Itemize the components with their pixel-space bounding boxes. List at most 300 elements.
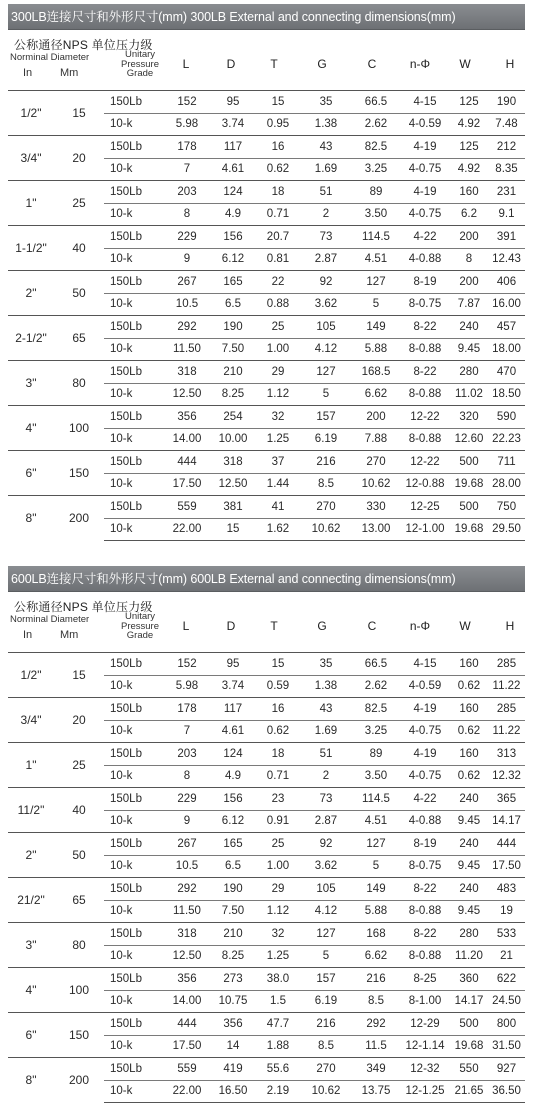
value-cell: 203 [164,181,210,204]
value-cell: 4-22 [400,788,450,811]
table-row [8,91,525,114]
value-cell: 127 [352,833,400,856]
value-cell: 11.5 [352,1035,400,1058]
value-cell: 7.50 [210,900,256,923]
value-cell: 43 [300,136,352,159]
grade-cell: 10-k [104,518,164,541]
value-cell: 12-25 [400,496,450,519]
size-mm-cell: 65 [54,878,104,923]
value-cell: 18.50 [488,383,525,406]
value-cell: 124 [210,181,256,204]
value-cell: 28.00 [488,473,525,496]
value-cell: 2.62 [352,113,400,136]
grade-cell: 10-k [104,1035,164,1058]
value-cell: 8.5 [300,473,352,496]
value-cell: 4-0.59 [400,675,450,698]
value-cell: 8-0.88 [400,338,450,361]
value-cell: 622 [488,968,525,991]
value-cell: 231 [488,181,525,204]
value-cell: 4-15 [400,653,450,676]
value-cell: 292 [352,1013,400,1036]
grade-cell: 10-k [104,900,164,923]
value-cell: 240 [450,788,488,811]
value-cell: 8.5 [300,1035,352,1058]
grade-cell: 150Lb [104,361,164,384]
value-cell: 24.50 [488,990,525,1013]
grade-cell: 150Lb [104,923,164,946]
value-cell: 0.71 [256,765,300,788]
value-cell: 444 [164,451,210,474]
value-cell: 318 [164,923,210,946]
value-cell: 1.00 [256,855,300,878]
header-unitary-pressure-grade [112,50,168,79]
value-cell: 12-22 [400,451,450,474]
value-cell: 9.45 [450,855,488,878]
value-cell: 20.7 [256,226,300,249]
value-cell: 105 [300,316,352,339]
value-cell: 6.12 [210,810,256,833]
value-cell: 6.5 [210,855,256,878]
col-header-h: H [505,57,515,71]
grade-cell: 10-k [104,113,164,136]
header-nominal-diameter: Norminal Diameter [10,614,90,625]
value-cell: 356 [164,406,210,429]
value-cell: 8.25 [210,383,256,406]
value-cell: 17.50 [164,473,210,496]
value-cell: 7.88 [352,428,400,451]
value-cell: 406 [488,271,525,294]
grade-cell: 10-k [104,675,164,698]
size-mm-cell: 25 [54,743,104,788]
value-cell: 66.5 [352,91,400,114]
value-cell: 8-19 [400,833,450,856]
value-cell: 19.68 [450,518,488,541]
value-cell: 1.38 [300,675,352,698]
value-cell: 216 [300,451,352,474]
value-cell: 533 [488,923,525,946]
size-in-cell: 1/2" [8,653,54,698]
size-in-cell: 2-1/2" [8,316,54,361]
value-cell: 127 [300,923,352,946]
value-cell: 270 [300,496,352,519]
grade-cell: 150Lb [104,496,164,519]
value-cell: 4-0.75 [400,765,450,788]
value-cell: 200 [450,271,488,294]
grade-cell: 150Lb [104,181,164,204]
value-cell: 470 [488,361,525,384]
table-row [8,878,525,901]
value-cell: 165 [210,271,256,294]
value-cell: 125 [450,136,488,159]
value-cell: 55.6 [256,1058,300,1081]
value-cell: 152 [164,653,210,676]
value-cell: 92 [300,833,352,856]
value-cell: 240 [450,878,488,901]
value-cell: 711 [488,451,525,474]
value-cell: 280 [450,361,488,384]
value-cell: 25 [256,316,300,339]
value-cell: 5.98 [164,113,210,136]
value-cell: 254 [210,406,256,429]
value-cell: 2.87 [300,810,352,833]
value-cell: 156 [210,226,256,249]
value-cell: 2 [300,203,352,226]
value-cell: 10.62 [300,1080,352,1103]
value-cell: 1.25 [256,428,300,451]
value-cell: 750 [488,496,525,519]
value-cell: 6.2 [450,203,488,226]
value-cell: 9.45 [450,810,488,833]
value-cell: 3.74 [210,113,256,136]
value-cell: 3.50 [352,203,400,226]
value-cell: 6.19 [300,428,352,451]
value-cell: 124 [210,743,256,766]
value-cell: 4-0.88 [400,810,450,833]
value-cell: 17.50 [164,1035,210,1058]
col-header-c: C [367,619,377,633]
value-cell: 2.87 [300,248,352,271]
value-cell: 4.9 [210,203,256,226]
value-cell: 89 [352,743,400,766]
value-cell: 6.5 [210,293,256,316]
value-cell: 0.62 [450,765,488,788]
value-cell: 4.9 [210,765,256,788]
value-cell: 500 [450,496,488,519]
value-cell: 3.50 [352,765,400,788]
table-row [8,271,525,294]
value-cell: 444 [488,833,525,856]
value-cell: 18 [256,743,300,766]
value-cell: 190 [210,316,256,339]
value-cell: 280 [450,923,488,946]
size-mm-cell: 200 [54,1058,104,1103]
value-cell: 19.68 [450,473,488,496]
value-cell: 7 [164,720,210,743]
size-in-cell: 2" [8,833,54,878]
value-cell: 292 [164,878,210,901]
value-cell: 17.50 [488,855,525,878]
value-cell: 292 [164,316,210,339]
value-cell: 38.0 [256,968,300,991]
value-cell: 21 [488,945,525,968]
grade-cell: 150Lb [104,226,164,249]
value-cell: 92 [300,271,352,294]
value-cell: 36.50 [488,1080,525,1103]
value-cell: 9 [164,810,210,833]
size-mm-cell: 65 [54,316,104,361]
header-unitary-pressure-grade [112,612,168,641]
value-cell: 43 [300,698,352,721]
value-cell: 381 [210,496,256,519]
value-cell: 4.92 [450,113,488,136]
value-cell: 210 [210,361,256,384]
value-cell: 14 [210,1035,256,1058]
value-cell: 419 [210,1058,256,1081]
value-cell: 10.5 [164,293,210,316]
value-cell: 18 [256,181,300,204]
value-cell: 1.00 [256,338,300,361]
table-row [8,968,525,991]
value-cell: 51 [300,181,352,204]
value-cell: 0.88 [256,293,300,316]
value-cell: 6.12 [210,248,256,271]
value-cell: 25 [256,833,300,856]
grade-cell: 10-k [104,248,164,271]
value-cell: 5.88 [352,900,400,923]
value-cell: 82.5 [352,136,400,159]
size-in-cell: 21/2" [8,878,54,923]
value-cell: 349 [352,1058,400,1081]
value-cell: 178 [164,698,210,721]
value-cell: 22.00 [164,518,210,541]
value-cell: 37 [256,451,300,474]
value-cell: 14.17 [450,990,488,1013]
size-mm-cell: 40 [54,226,104,271]
size-mm-cell: 100 [54,406,104,451]
size-in-cell: 2" [8,271,54,316]
size-mm-cell: 150 [54,451,104,496]
value-cell: 4-19 [400,698,450,721]
value-cell: 168.5 [352,361,400,384]
value-cell: 127 [352,271,400,294]
value-cell: 1.25 [256,945,300,968]
value-cell: 13.75 [352,1080,400,1103]
table-row [8,788,525,811]
value-cell: 0.59 [256,675,300,698]
value-cell: 32 [256,406,300,429]
value-cell: 35 [300,653,352,676]
value-cell: 14.17 [488,810,525,833]
value-cell: 8-0.88 [400,900,450,923]
size-mm-cell: 50 [54,833,104,878]
value-cell: 229 [164,226,210,249]
value-cell: 7.87 [450,293,488,316]
value-cell: 12-1.25 [400,1080,450,1103]
dimensions-table [8,652,525,1103]
grade-cell: 150Lb [104,788,164,811]
value-cell: 270 [300,1058,352,1081]
value-cell: 165 [210,833,256,856]
value-cell: 2.62 [352,675,400,698]
value-cell: 11.20 [450,945,488,968]
value-cell: 2.19 [256,1080,300,1103]
value-cell: 14.00 [164,428,210,451]
size-mm-cell: 20 [54,698,104,743]
size-mm-cell: 100 [54,968,104,1013]
value-cell: 500 [450,1013,488,1036]
value-cell: 320 [450,406,488,429]
value-cell: 8 [450,248,488,271]
value-cell: 18.00 [488,338,525,361]
size-mm-cell: 80 [54,923,104,968]
value-cell: 3.25 [352,158,400,181]
value-cell: 2 [300,765,352,788]
value-cell: 8.5 [352,990,400,1013]
value-cell: 6.19 [300,990,352,1013]
value-cell: 14.00 [164,990,210,1013]
value-cell: 9.1 [488,203,525,226]
value-cell: 267 [164,833,210,856]
value-cell: 483 [488,878,525,901]
size-in-cell: 4" [8,968,54,1013]
header-cn-label: 公称通径NPS 单位压力级 [14,38,153,52]
value-cell: 4.12 [300,900,352,923]
value-cell: 8-22 [400,361,450,384]
size-in-cell: 3/4" [8,698,54,743]
value-cell: 330 [352,496,400,519]
value-cell: 3.62 [300,293,352,316]
value-cell: 4-0.88 [400,248,450,271]
value-cell: 41 [256,496,300,519]
value-cell: 29 [256,878,300,901]
value-cell: 4-0.75 [400,158,450,181]
value-cell: 160 [450,743,488,766]
value-cell: 12-1.14 [400,1035,450,1058]
value-cell: 285 [488,698,525,721]
value-cell: 4-0.75 [400,203,450,226]
table-row [8,496,525,519]
value-cell: 23 [256,788,300,811]
value-cell: 4.51 [352,810,400,833]
value-cell: 32 [256,923,300,946]
header-in: In [23,67,33,79]
value-cell: 4.61 [210,720,256,743]
value-cell: 240 [450,833,488,856]
header-cn-label: 公称通径NPS 单位压力级 [14,600,153,614]
table-header [8,30,525,90]
value-cell: 9.45 [450,338,488,361]
value-cell: 10.00 [210,428,256,451]
size-mm-cell: 50 [54,271,104,316]
value-cell: 157 [300,406,352,429]
value-cell: 117 [210,698,256,721]
value-cell: 8-0.88 [400,428,450,451]
grade-cell: 150Lb [104,743,164,766]
table-row [8,743,525,766]
value-cell: 800 [488,1013,525,1036]
header-unit-line: Unitary [124,49,156,60]
value-cell: 1.44 [256,473,300,496]
grade-cell: 150Lb [104,878,164,901]
value-cell: 12.43 [488,248,525,271]
col-header-d: D [226,57,236,71]
value-cell: 1.88 [256,1035,300,1058]
value-cell: 4-22 [400,226,450,249]
value-cell: 157 [300,968,352,991]
value-cell: 270 [352,451,400,474]
header-unit-line: Grade [126,68,154,79]
value-cell: 12.60 [450,428,488,451]
value-cell: 31.50 [488,1035,525,1058]
value-cell: 0.91 [256,810,300,833]
value-cell: 7.48 [488,113,525,136]
value-cell: 11.50 [164,900,210,923]
value-cell: 190 [488,91,525,114]
value-cell: 160 [450,181,488,204]
value-cell: 318 [164,361,210,384]
value-cell: 12.50 [164,383,210,406]
size-mm-cell: 150 [54,1013,104,1058]
value-cell: 73 [300,226,352,249]
grade-cell: 10-k [104,855,164,878]
value-cell: 8.35 [488,158,525,181]
value-cell: 1.69 [300,158,352,181]
value-cell: 4-0.75 [400,720,450,743]
size-mm-cell: 200 [54,496,104,541]
value-cell: 160 [450,698,488,721]
grade-cell: 10-k [104,293,164,316]
value-cell: 8 [164,765,210,788]
grade-cell: 10-k [104,765,164,788]
value-cell: 4.61 [210,158,256,181]
grade-cell: 10-k [104,158,164,181]
value-cell: 4-0.59 [400,113,450,136]
value-cell: 0.81 [256,248,300,271]
value-cell: 927 [488,1058,525,1081]
value-cell: 4-15 [400,91,450,114]
value-cell: 168 [352,923,400,946]
value-cell: 0.62 [256,720,300,743]
value-cell: 12.50 [210,473,256,496]
grade-cell: 10-k [104,945,164,968]
grade-cell: 10-k [104,383,164,406]
value-cell: 95 [210,91,256,114]
value-cell: 8-0.88 [400,945,450,968]
col-header-g: G [317,619,327,633]
value-cell: 1.5 [256,990,300,1013]
table-row [8,833,525,856]
value-cell: 13.00 [352,518,400,541]
grade-cell: 150Lb [104,653,164,676]
col-header-l: L [182,619,190,633]
value-cell: 105 [300,878,352,901]
grade-cell: 10-k [104,990,164,1013]
value-cell: 16.50 [210,1080,256,1103]
value-cell: 444 [164,1013,210,1036]
value-cell: 4-19 [400,743,450,766]
value-cell: 0.62 [450,675,488,698]
header-nominal-diameter: Norminal Diameter [10,52,90,63]
table-row [8,923,525,946]
table-600lb-section [8,566,525,1103]
value-cell: 8-22 [400,878,450,901]
table-title: 300LB连接尺寸和外形尺寸(mm) 300LB External and connecting dimensions(mm) [8,4,525,30]
size-in-cell: 6" [8,451,54,496]
header-mm: Mm [60,67,79,79]
value-cell: 285 [488,653,525,676]
table-row [8,316,525,339]
value-cell: 190 [210,878,256,901]
value-cell: 22 [256,271,300,294]
value-cell: 152 [164,91,210,114]
value-cell: 0.71 [256,203,300,226]
col-header-d: D [226,619,236,633]
col-header-t: T [270,619,278,633]
value-cell: 9 [164,248,210,271]
grade-cell: 10-k [104,473,164,496]
value-cell: 10.62 [300,518,352,541]
col-header-c: C [367,57,377,71]
header-mm: Mm [60,629,79,641]
table-row [8,136,525,159]
dimensions-table [8,90,525,541]
value-cell: 8-0.88 [400,383,450,406]
value-cell: 73 [300,788,352,811]
value-cell: 8-22 [400,923,450,946]
value-cell: 203 [164,743,210,766]
grade-cell: 10-k [104,338,164,361]
value-cell: 1.12 [256,900,300,923]
